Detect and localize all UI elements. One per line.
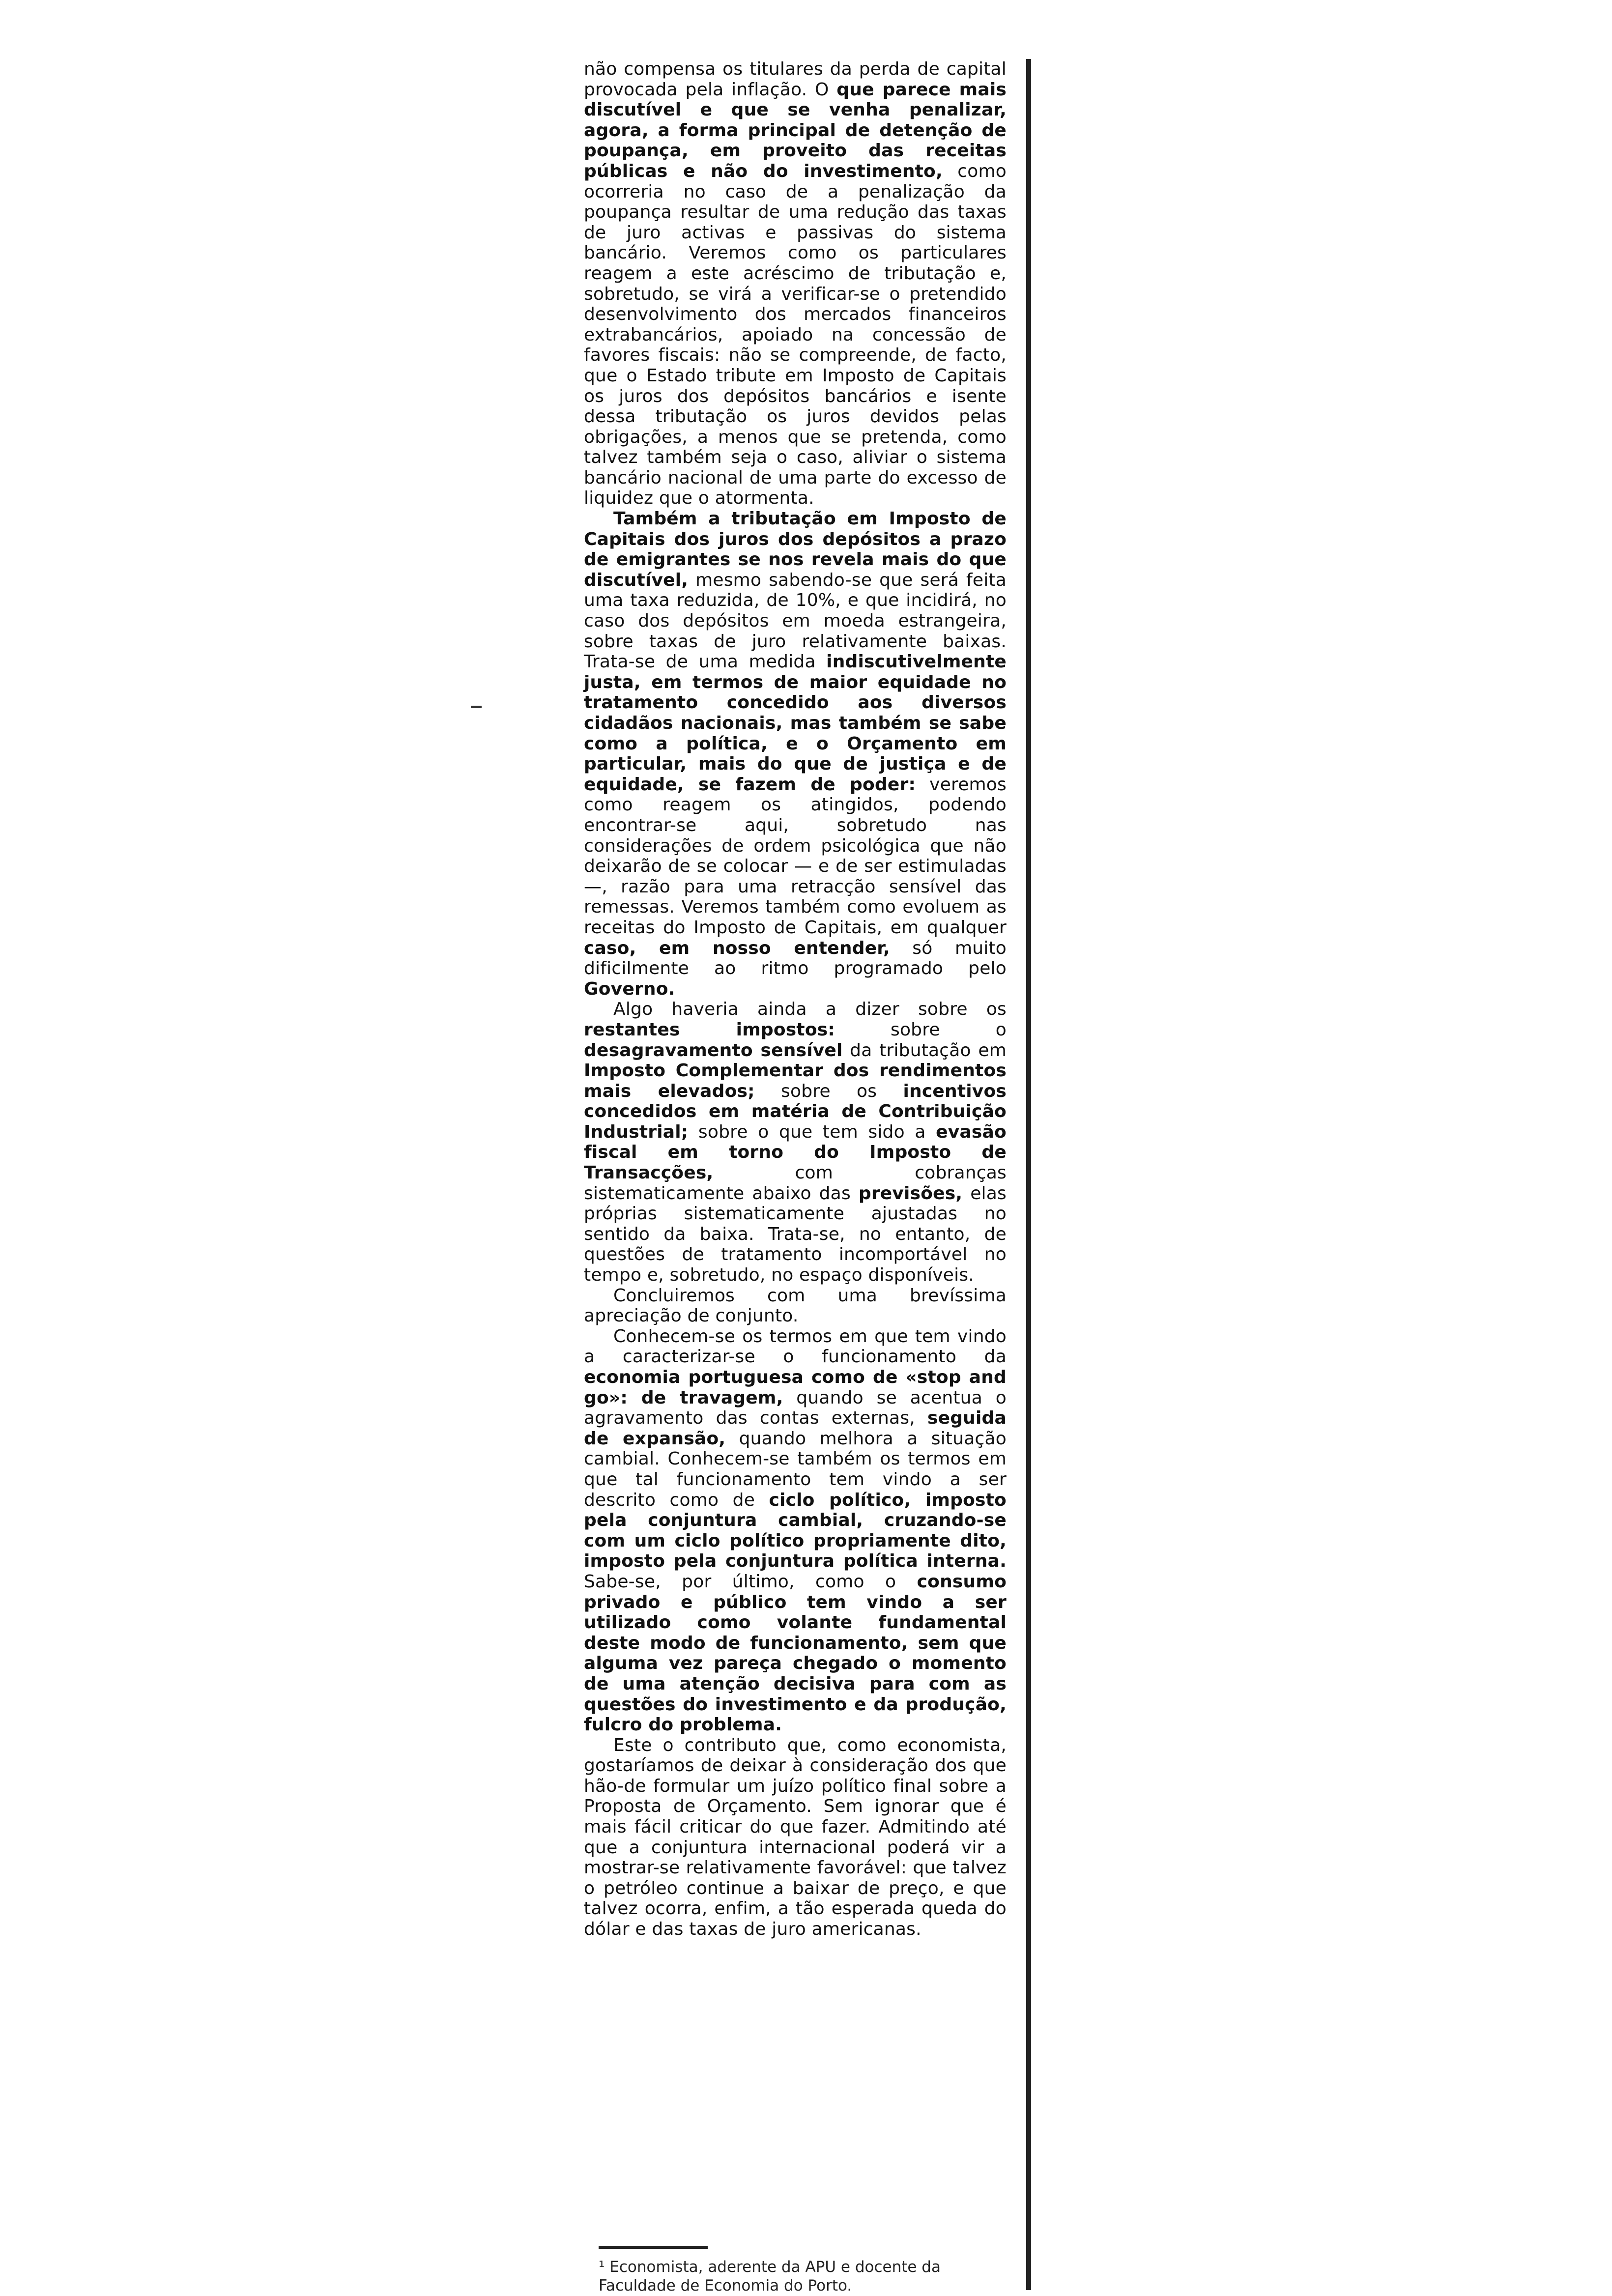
bold-text-segment: indiscutivelmente justa, em termos de maior equidade no tratamento concedido aos diversos cidadãos nacionais, mas também se sabe como a política, e o Orçamento em particular, mais do que de justiça e de equidade, se fazem de poder:: [584, 652, 1007, 795]
text-segment: Algo haveria ainda a dizer sobre os: [613, 999, 1007, 1020]
bold-text-segment: restantes impostos:: [584, 1019, 835, 1040]
text-segment: sobre o: [835, 1019, 1007, 1040]
text-segment: quando se acentua o agravamento das contas externas,: [584, 1387, 1007, 1429]
bold-text-segment: caso, em nosso entender,: [584, 938, 890, 958]
text-segment: Concluiremos com uma brevíssima apreciação de conjunto.: [584, 1285, 1007, 1326]
text-segment: como ocorreria no caso de a penalização da poupança resultar de uma redução das taxas de juro activas e passivas do sistema bancário. Veremos como os particulares reagem a este acréscimo de tributação e, sobretudo, se virá a verificar-se o pretendido desenvolvimento dos mercados financeiros extrabancários, apoiado na concessão de favores fiscais: não se compreende, de facto, que o Estado tribute em Imposto de Capitais os juros dos depósitos bancários e isente dessa tributação os juros devidos pelas obrigações, a menos que se pretenda, como talvez também seja o caso, aliviar o sistema bancário nacional de uma parte do excesso de liquidez que o atormenta.: [584, 161, 1007, 509]
bold-text-segment: economia portuguesa como de «stop and go»: de travagem,: [584, 1367, 1007, 1408]
text-segment: só muito dificilmente ao ritmo programado pelo: [584, 938, 1007, 979]
article-paragraph: [584, 1286, 1007, 1326]
bold-text-segment: evasão fiscal em torno do Imposto de Transacções,: [584, 1121, 1007, 1183]
text-segment: sobre os: [754, 1081, 903, 1101]
bold-text-segment: ciclo político, imposto pela conjuntura cambial, cruzando-se com um ciclo político propriamente dito, imposto pela conjuntura política interna.: [584, 1490, 1007, 1572]
text-segment: com cobranças sistematicamente abaixo das: [584, 1163, 1007, 1204]
bold-text-segment: Imposto Complementar dos rendimentos mais elevados;: [584, 1061, 1007, 1101]
bold-text-segment: Governo.: [584, 978, 675, 999]
bold-text-segment: consumo privado e público tem vindo a ser utilizado como volante fundamental deste modo de funcionamento, sem que alguma vez pareça chegado o momento de uma atenção decisiva para com as questões do investimento e da produção, fulcro do problema.: [584, 1571, 1007, 1735]
text-segment: da tributação em: [842, 1040, 1007, 1061]
text-segment: não compensa os titulares da perda de capital provocada pela inflação. O: [584, 59, 1007, 100]
margin-mark: [471, 706, 482, 708]
bold-text-segment: desagravamento sensível: [584, 1040, 843, 1061]
bold-text-segment: incentivos concedidos em matéria de Contribuição Industrial;: [584, 1081, 1007, 1142]
text-segment: Sabe-se, por último, como o: [584, 1571, 917, 1592]
bold-text-segment: seguida de expansão,: [584, 1408, 1007, 1449]
bold-text-segment: Também a tributação em Imposto de Capitais dos juros dos depósitos a prazo de emigrantes se nos revela mais do que discutível,: [584, 509, 1007, 590]
text-segment: elas próprias sistematicamente ajustadas no sentido da baixa. Trata-se, no entanto, de questões de tratamento incomportável no tempo e, sobretudo, no espaço disponíveis.: [584, 1183, 1007, 1286]
column-right-rule: [1026, 59, 1031, 2290]
bold-text-segment: que parece mais discutível e que se venha penalizar, agora, a forma principal de detenção de poupança, em proveito das receitas públicas e não do investimento,: [584, 79, 1007, 181]
text-segment: Este o contributo que, como economista, gostaríamos de deixar à consideração dos que hão-de formular um juízo político final sobre a Proposta de Orçamento. Sem ignorar que é mais fácil criticar do que fazer. Admitindo até que a conjuntura internacional poderá vir a mostrar-se relativamente favorável: que talvez o petróleo continue a baixar de preço, e que talvez ocorra, enfim, a tão esperada queda do dólar e das taxas de juro americanas.: [584, 1735, 1007, 1940]
text-segment: sobre o que tem sido a: [688, 1121, 936, 1142]
text-segment: veremos como reagem os atingidos, podendo encontrar-se aqui, sobretudo nas considerações de ordem psicológica que não deixarão de se colocar — e de ser estimuladas —, razão para uma retracção sensível das remessas. Veremos também como evoluem as receitas do Imposto de Capitais, em qualquer: [584, 774, 1007, 938]
article-paragraph: [584, 1326, 1007, 1735]
text-segment: quando melhora a situação cambial. Conhecem-se também os termos em que tal funcionamento tem vindo a ser descrito como de: [584, 1428, 1007, 1510]
article-paragraph: [584, 59, 1007, 509]
text-segment: mesmo sabendo-se que será feita uma taxa reduzida, de 10%, e que incidirá, no caso dos depósitos em moeda estrangeira, sobre taxas de juro relativamente baixas. Trata-se de uma medida: [584, 570, 1007, 672]
article-column: [584, 59, 1007, 1940]
article-paragraph: [584, 509, 1007, 999]
footnote: ¹ Economista, aderente da APU e docente da Faculdade de Economia do Porto.: [599, 2258, 941, 2295]
article-paragraph: [584, 1735, 1007, 1940]
article-paragraph: [584, 999, 1007, 1285]
bold-text-segment: previsões,: [858, 1183, 963, 1204]
text-segment: Conhecem-se os termos em que tem vindo a caracterizar-se o funcionamento da: [584, 1326, 1007, 1367]
footnote-separator: [599, 2246, 708, 2249]
